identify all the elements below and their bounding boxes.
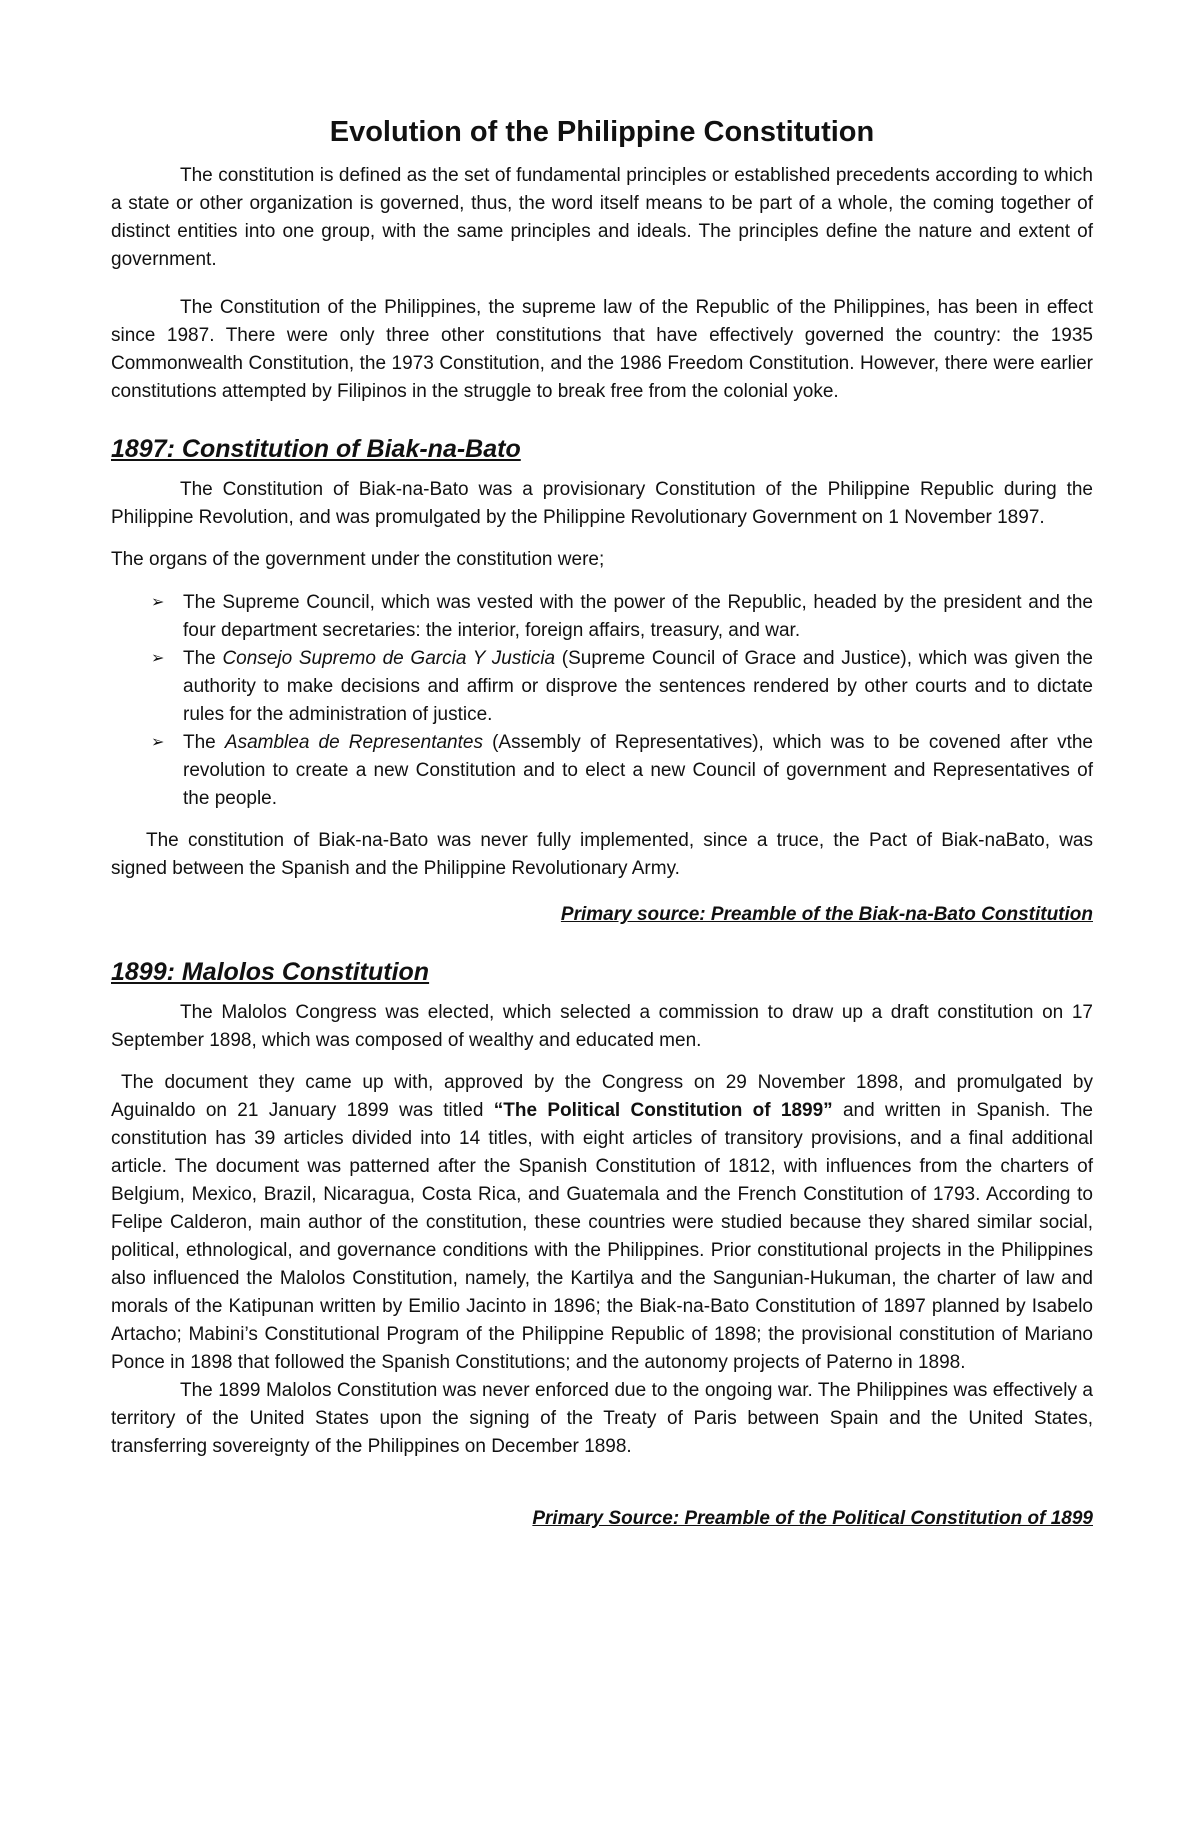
primary-source-malolos: Primary Source: Preamble of the Political Constitution of 1899 xyxy=(532,1508,1093,1529)
page-title: Evolution of the Philippine Constitution xyxy=(329,116,875,148)
section-heading-malolos: 1899: Malolos Constitution xyxy=(111,958,430,986)
primary-source-biak: Primary source: Preamble of the Biak-na-Bato Constitution xyxy=(560,904,1093,925)
biak-paragraph-3: The constitution of Biak-na-Bato was never fully implemented, since a truce, the Pact of Biak-naBato, was signed between the Spanish and the Philippine Revolutionary Army. xyxy=(111,830,1093,879)
list-item-text-pre: The xyxy=(183,732,225,753)
government-organs-list xyxy=(111,589,1093,813)
malolos-paragraph-3: The 1899 Malolos Constitution was never enforced due to the ongoing war. The Philippines was effectively a territory of the United States upon the signing of the Treaty of Paris between Spain and the United States, transferring sovereignty of the Philippines on December 1898. xyxy=(111,1380,1093,1457)
arrow-bullet-icon: ➢ xyxy=(151,734,165,751)
malolos-p2-post: and written in Spanish. The constitution has 39 articles divided into 14 titles, with eight articles of transitory provisions, and a final additional article. The document was patterned after the Spanish Constitution of 1812, with influences from the charters of Belgium, Mexico, Brazil, Nicaragua, Costa Rica, and Guatemala and the French Constitution of 1793. According to Felipe Calderon, main author of the constitution, these countries were studied because they shared similar social, political, ethnological, and governance conditions with the Philippines. Prior constitutional projects in the Philippines also influenced the Malolos Constitution, namely, the Kartilya and the Sangunian-Hukuman, the charter of law and morals of the Katipunan written by Emilio Jacinto in 1896; the Biak-na-Bato Constitution of 1897 planned by Isabelo Artacho; Mabini’s Constitutional Program of the Philippine Republic of 1898; the provisional constitution of Mariano Ponce in 1898 that followed the Spanish Constitutions; and the autonomy projects of Paterno in 1898. xyxy=(111,1100,1093,1373)
list-item-italic-term: Consejo Supremo de Garcia Y Justicia xyxy=(222,648,556,669)
list-item-italic-term: Asamblea de Representantes xyxy=(224,732,483,753)
arrow-bullet-icon: ➢ xyxy=(151,594,165,611)
intro-paragraph-1: The constitution is defined as the set of fundamental principles or established precedents according to which a state or other organization is governed, thus, the word itself means to be part of a whole, the coming together of distinct entities into one group, with the same principles and ideals. The principles define the nature and extent of government. xyxy=(111,165,1093,270)
malolos-paragraph-2 xyxy=(111,1069,1093,1377)
section-heading-biak-na-bato: 1897: Constitution of Biak-na-Bato xyxy=(111,435,521,463)
intro-paragraph-2: The Constitution of the Philippines, the supreme law of the Republic of the Philippines, has been in effect since 1987. There were only three other constitutions that have effectively governed the country: the 1935 Commonwealth Constitution, the 1973 Constitution, and the 1986 Freedom Constitution. However, there were earlier constitutions attempted by Filipinos in the struggle to break free from the colonial yoke. xyxy=(111,297,1093,402)
list-item-text-pre: The xyxy=(183,648,223,669)
list-item-text: The Supreme Council, which was vested with the power of the Republic, headed by the president and the four department secretaries: the interior, foreign affairs, treasury, and war. xyxy=(183,592,1093,641)
biak-paragraph-2: The organs of the government under the constitution were; xyxy=(111,549,605,570)
arrow-bullet-icon: ➢ xyxy=(151,650,165,667)
constitution-title-bold: “The Political Constitution of 1899” xyxy=(493,1100,833,1121)
list-item xyxy=(111,729,1093,813)
list-item xyxy=(111,589,1093,645)
malolos-p2-pre: The document they came up with, approved by the Congress on 29 November 1898, and promulgated by Aguinaldo on 21 January 1899 was titled xyxy=(111,1072,1093,1121)
malolos-paragraph-1: The Malolos Congress was elected, which selected a commission to draw up a draft constitution on 17 September 1898, which was composed of wealthy and educated men. xyxy=(111,1002,1093,1051)
list-item xyxy=(111,645,1093,729)
list-item-text-post: (Assembly of Representatives), which was to be covened after vthe revolution to create a new Constitution and to elect a new Council of government and Representatives of the people. xyxy=(183,732,1093,809)
list-item-text-post: (Supreme Council of Grace and Justice), which was given the authority to make decisions and affirm or disprove the sentences rendered by other courts and to dictate rules for the administration of justice. xyxy=(183,648,1093,725)
biak-paragraph-1: The Constitution of Biak-na-Bato was a provisionary Constitution of the Philippine Republic during the Philippine Revolution, and was promulgated by the Philippine Revolutionary Government on 1 November 1897. xyxy=(111,479,1093,528)
